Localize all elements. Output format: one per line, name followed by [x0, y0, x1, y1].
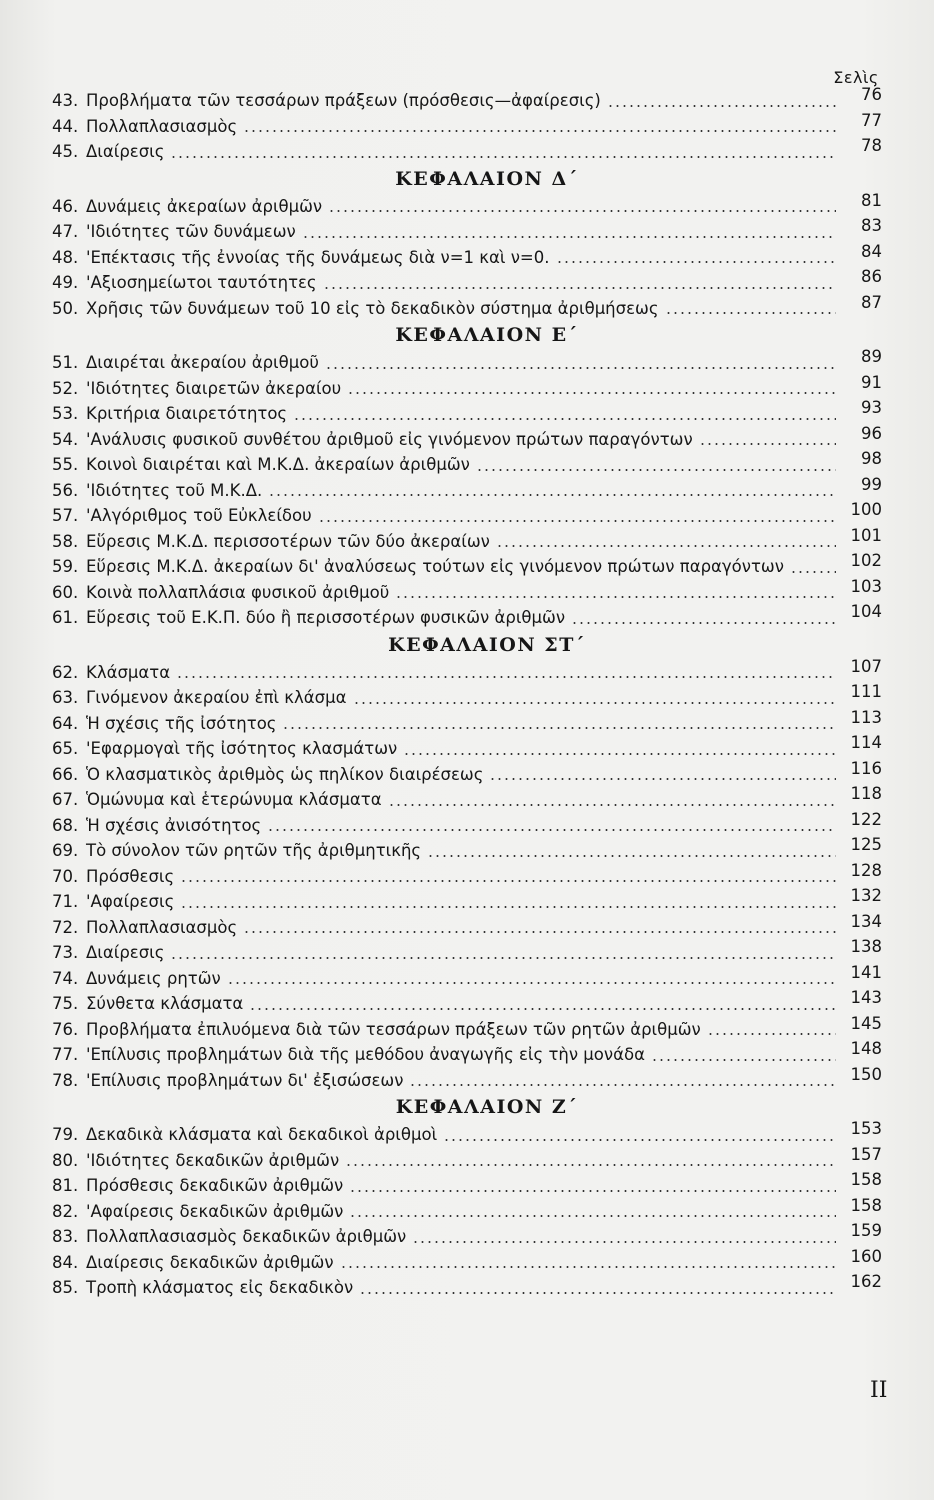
- entry-number: 67.: [52, 790, 79, 809]
- entry-page-number: 107: [850, 656, 882, 676]
- entry-number: 71.: [52, 892, 79, 911]
- chapter-heading: ΚΕΦΑΛΑΙΟΝ Ε΄: [395, 324, 579, 346]
- toc-entry: [52, 784, 882, 813]
- entry-title: 'Επίλυσις προβλημάτων διὰ τῆς μεθόδου ἀναγωγῆς εἰς τὴν μονάδα: [86, 1045, 645, 1064]
- entry-title: Ὁμώνυμα καὶ ἑτερώνυμα κλάσματα: [86, 790, 382, 809]
- dot-leader: [349, 1215, 836, 1217]
- entry-title: Εὕρεσις Μ.Κ.Δ. περισσοτέρων τῶν δύο ἀκεραίων: [86, 531, 490, 551]
- toc-entry: [52, 937, 882, 966]
- entry-page-number: 162: [850, 1272, 882, 1291]
- entry-number: 44.: [52, 116, 79, 136]
- toc-entry: [52, 474, 882, 504]
- entry-page-number: 158: [850, 1170, 882, 1189]
- entry-title: Δεκαδικὰ κλάσματα καὶ δεκαδικοὶ ἀριθμοὶ: [86, 1125, 438, 1144]
- entry-number: 76.: [52, 1019, 79, 1039]
- entry-number: 75.: [52, 994, 79, 1013]
- entry-number: 68.: [52, 815, 79, 835]
- entry-page-number: 86: [861, 267, 882, 286]
- toc-entry: [52, 1119, 882, 1148]
- entry-number: 70.: [52, 866, 79, 886]
- entry-number: 79.: [52, 1125, 79, 1144]
- entry-title: Πολλαπλασιασμὸς: [86, 116, 238, 136]
- entry-title: 'Εφαρμογαὶ τῆς ἰσότητος κλασμάτων: [86, 739, 398, 758]
- toc-entry: [52, 372, 882, 402]
- toc-entry: [52, 809, 882, 839]
- entry-page-number: 102: [850, 551, 882, 570]
- toc-entry: [52, 292, 882, 322]
- dot-leader: [328, 210, 836, 212]
- dot-leader: [707, 1033, 836, 1035]
- toc-entry: [52, 911, 882, 941]
- toc-entry: [52, 423, 882, 453]
- entry-number: 48.: [52, 247, 79, 267]
- entry-page-number: 132: [850, 886, 882, 905]
- toc-entry: [52, 733, 882, 762]
- dot-leader: [170, 156, 836, 158]
- entry-page-number: 77: [861, 110, 882, 130]
- entry-title: Κλάσματα: [86, 662, 171, 682]
- dot-leader: [388, 804, 836, 806]
- entry-page-number: 159: [850, 1221, 882, 1240]
- entry-page-number: 122: [850, 809, 882, 829]
- chapter-heading: ΚΕΦΑΛΑΙΟΝ Ζ΄: [395, 1096, 579, 1118]
- entry-number: 80.: [52, 1150, 79, 1170]
- dot-leader: [349, 1190, 836, 1192]
- entry-title: Τροπὴ κλάσματος εἰς δεκαδικὸν: [86, 1278, 354, 1297]
- dot-leader: [496, 545, 836, 547]
- entry-page-number: 101: [850, 525, 882, 545]
- entry-number: 73.: [52, 943, 79, 962]
- entry-page-number: 78: [861, 136, 882, 155]
- entry-title: 'Ιδιότητες διαιρετῶν ἀκεραίου: [86, 378, 342, 398]
- dot-leader: [293, 418, 836, 420]
- toc-entry: [52, 1144, 882, 1174]
- entry-number: 56.: [52, 480, 79, 500]
- toc-entry: [52, 190, 882, 220]
- entry-title: Ἡ σχέσις τῆς ἰσότητος: [86, 713, 277, 733]
- entry-page-number: 93: [861, 398, 882, 417]
- toc-entry: [52, 1170, 882, 1199]
- toc-entry: [52, 347, 882, 376]
- entry-number: 82.: [52, 1201, 79, 1221]
- entry-number: 51.: [52, 353, 79, 372]
- dot-leader: [443, 1139, 836, 1141]
- entry-number: 58.: [52, 531, 79, 551]
- toc-entry: [52, 656, 882, 686]
- entry-page-number: 89: [861, 347, 882, 366]
- entry-title: Εὕρεσις Μ.Κ.Δ. ἀκεραίων δι' ἀναλύσεως τούτων εἰς γινόμενον πρώτων παραγόντων: [86, 557, 784, 576]
- entry-title: Κριτήρια διαιρετότητος: [86, 404, 288, 423]
- dot-leader: [170, 957, 836, 959]
- entry-page-number: 104: [850, 602, 882, 621]
- dot-leader: [180, 880, 836, 882]
- entry-number: 43.: [52, 91, 79, 110]
- entry-number: 74.: [52, 968, 79, 988]
- entry-title: Σύνθετα κλάσματα: [86, 994, 244, 1013]
- dot-leader: [318, 520, 836, 522]
- entry-title: 'Αφαίρεσις δεκαδικῶν ἀριθμῶν: [86, 1201, 344, 1221]
- dot-leader: [790, 571, 836, 573]
- toc-entry: [52, 835, 882, 864]
- chapter-heading: ΚΕΦΑΛΑΙΟΝ ΣΤ΄: [388, 633, 586, 656]
- dot-leader: [403, 753, 836, 755]
- toc-entry: [52, 576, 882, 606]
- entry-page-number: 111: [850, 682, 882, 701]
- dot-leader: [249, 1008, 836, 1010]
- entry-page-number: 116: [850, 758, 882, 778]
- entry-title: Ὁ κλασματικὸς ἀριθμὸς ὡς πηλίκον διαιρέσεως: [86, 764, 484, 784]
- dot-leader: [302, 236, 836, 238]
- entry-number: 52.: [52, 378, 79, 398]
- entry-page-number: 138: [850, 937, 882, 956]
- entry-number: 62.: [52, 662, 79, 682]
- toc-entry: [52, 1039, 882, 1068]
- entry-title: Προβλήματα ἐπιλυόμενα διὰ τῶν τεσσάρων πράξεων τῶν ρητῶν ἀριθμῶν: [86, 1019, 701, 1039]
- toc-entry: [52, 1221, 882, 1250]
- entry-page-number: 81: [861, 190, 882, 210]
- toc-entry: [52, 551, 882, 580]
- entry-title: Δυνάμεις ρητῶν: [86, 968, 221, 988]
- entry-number: 49.: [52, 273, 79, 292]
- entry-title: Διαίρεσις δεκαδικῶν ἀριθμῶν: [86, 1252, 334, 1272]
- toc-entry: [52, 707, 882, 737]
- toc-entry: [52, 1064, 882, 1094]
- entry-title: Πρόσθεσις: [86, 866, 175, 886]
- dot-leader: [665, 312, 836, 314]
- dot-leader: [699, 443, 836, 445]
- entry-number: 53.: [52, 404, 79, 423]
- dot-leader: [359, 1292, 836, 1294]
- toc-entry: [52, 216, 882, 245]
- entry-title: Εὕρεσις τοῦ Ε.Κ.Π. δύο ἢ περισσοτέρων φυσικῶν ἀριθμῶν: [86, 608, 566, 627]
- entry-number: 65.: [52, 739, 79, 758]
- entry-number: 77.: [52, 1045, 79, 1064]
- dot-leader: [347, 392, 836, 394]
- entry-page-number: 153: [850, 1119, 882, 1138]
- dot-leader: [556, 261, 836, 263]
- entry-page-number: 141: [850, 962, 882, 982]
- toc-entry: [52, 110, 882, 140]
- entry-page-number: 83: [861, 216, 882, 235]
- entry-number: 64.: [52, 713, 79, 733]
- entry-title: Διαιρέται ἀκεραίου ἀριθμοῦ: [86, 353, 319, 372]
- entry-page-number: 160: [850, 1246, 882, 1266]
- entry-title: 'Αφαίρεσις: [86, 892, 175, 911]
- toc-entry: [52, 1246, 882, 1276]
- entry-page-number: 99: [861, 474, 882, 494]
- dot-leader: [651, 1059, 836, 1061]
- entry-title: Κοινὰ πολλαπλάσια φυσικοῦ ἀριθμοῦ: [86, 582, 390, 602]
- page-column-header: Σελὶς: [833, 68, 879, 87]
- entry-title: 'Ανάλυσις φυσικοῦ συνθέτου ἀριθμοῦ εἰς γινόμενον πρώτων παραγόντων: [86, 429, 693, 449]
- entry-page-number: 145: [850, 1013, 882, 1033]
- entry-page-number: 148: [850, 1039, 882, 1058]
- entry-number: 81.: [52, 1176, 79, 1195]
- entry-title: 'Επέκτασις τῆς ἐννοίας τῆς δυνάμεως διὰ ν=1 καὶ ν=0.: [86, 247, 550, 267]
- entry-number: 59.: [52, 557, 79, 576]
- entry-title: 'Ιδιότητες τοῦ Μ.Κ.Δ.: [86, 480, 263, 500]
- entry-page-number: 84: [861, 241, 882, 261]
- toc-entry: [52, 136, 882, 165]
- dot-leader: [323, 287, 836, 289]
- entry-page-number: 143: [850, 988, 882, 1007]
- toc-entry: [52, 758, 882, 788]
- entry-number: 61.: [52, 608, 79, 627]
- entry-title: 'Ιδιότητες δεκαδικῶν ἀριθμῶν: [86, 1150, 340, 1170]
- entry-page-number: 158: [850, 1195, 882, 1215]
- toc-entry: [52, 1272, 882, 1301]
- entry-title: 'Ιδιότητες τῶν δυνάμεων: [86, 222, 296, 241]
- entry-page-number: 87: [861, 292, 882, 312]
- dot-leader: [180, 906, 836, 908]
- entry-page-number: 125: [850, 835, 882, 854]
- entry-title: Τὸ σύνολον τῶν ρητῶν τῆς ἀριθμητικῆς: [86, 841, 422, 860]
- entry-number: 55.: [52, 455, 79, 474]
- dot-leader: [267, 829, 836, 831]
- entry-title: Γινόμενον ἀκεραίου ἐπὶ κλάσμα: [86, 688, 347, 707]
- entry-page-number: 91: [861, 372, 882, 392]
- dot-leader: [412, 1241, 836, 1243]
- entry-title: Διαίρεσις: [86, 142, 165, 161]
- toc-entry: [52, 267, 882, 296]
- dot-leader: [489, 778, 836, 780]
- entry-number: 85.: [52, 1278, 79, 1297]
- entry-title: Διαίρεσις: [86, 943, 165, 962]
- dot-leader: [340, 1266, 836, 1268]
- dot-leader: [282, 727, 836, 729]
- entry-page-number: 150: [850, 1064, 882, 1084]
- dot-leader: [176, 676, 836, 678]
- chapter-heading: ΚΕΦΑΛΑΙΟΝ Δ΄: [395, 167, 579, 190]
- entry-title: 'Αξιοσημείωτοι ταυτότητες: [86, 273, 317, 292]
- entry-number: 54.: [52, 429, 79, 449]
- table-of-contents: [0, 85, 934, 1301]
- page-marker: II: [870, 1378, 888, 1403]
- dot-leader: [243, 130, 836, 132]
- dot-leader: [395, 596, 836, 598]
- toc-entry: [52, 241, 882, 271]
- toc-entry: [52, 398, 882, 427]
- entry-title: 'Αλγόριθμος τοῦ Εὐκλείδου: [86, 506, 312, 525]
- entry-title: Ἡ σχέσις ἀνισότητος: [86, 815, 262, 835]
- dot-leader: [227, 982, 836, 984]
- entry-number: 63.: [52, 688, 79, 707]
- entry-page-number: 118: [850, 784, 882, 803]
- dot-leader: [268, 494, 836, 496]
- entry-number: 66.: [52, 764, 79, 784]
- toc-entry: [52, 602, 882, 631]
- entry-number: 57.: [52, 506, 79, 525]
- entry-page-number: 100: [850, 500, 882, 519]
- entry-page-number: 134: [850, 911, 882, 931]
- dot-leader: [325, 367, 836, 369]
- entry-page-number: 157: [850, 1144, 882, 1164]
- dot-leader: [476, 469, 836, 471]
- entry-number: 78.: [52, 1070, 79, 1090]
- toc-entry: [52, 449, 882, 478]
- toc-entry: [52, 962, 882, 992]
- toc-entry: [52, 1013, 882, 1043]
- entry-number: 47.: [52, 222, 79, 241]
- entry-number: 69.: [52, 841, 79, 860]
- dot-leader: [243, 931, 836, 933]
- dot-leader: [345, 1164, 836, 1166]
- dot-leader: [409, 1084, 836, 1086]
- entry-title: Πολλαπλασιασμὸς δεκαδικῶν ἀριθμῶν: [86, 1227, 407, 1246]
- entry-number: 45.: [52, 142, 79, 161]
- entry-title: Πολλαπλασιασμὸς: [86, 917, 238, 937]
- toc-entry: [52, 525, 882, 555]
- entry-page-number: 114: [850, 733, 882, 752]
- dot-leader: [607, 105, 836, 107]
- toc-entry: [52, 85, 882, 114]
- entry-title: Κοινοὶ διαιρέται καὶ Μ.Κ.Δ. ἀκεραίων ἀριθμῶν: [86, 455, 470, 474]
- entry-number: 50.: [52, 298, 79, 318]
- entry-page-number: 103: [850, 576, 882, 596]
- entry-title: Προβλήματα τῶν τεσσάρων πράξεων (πρόσθεσις—ἀφαίρεσις): [86, 91, 601, 110]
- entry-title: Δυνάμεις ἀκεραίων ἀριθμῶν: [86, 196, 323, 216]
- dot-leader: [571, 622, 836, 624]
- toc-entry: [52, 988, 882, 1017]
- entry-page-number: 128: [850, 860, 882, 880]
- entry-title: Χρῆσις τῶν δυνάμεων τοῦ 10 εἰς τὸ δεκαδικὸν σύστημα ἀριθμήσεως: [86, 298, 659, 318]
- entry-title: Πρόσθεσις δεκαδικῶν ἀριθμῶν: [86, 1176, 344, 1195]
- entry-number: 60.: [52, 582, 79, 602]
- toc-entry: [52, 500, 882, 529]
- entry-page-number: 113: [850, 707, 882, 727]
- entry-title: 'Επίλυσις προβλημάτων δι' ἐξισώσεων: [86, 1070, 404, 1090]
- entry-number: 72.: [52, 917, 79, 937]
- dot-leader: [353, 702, 836, 704]
- entry-page-number: 76: [861, 85, 882, 104]
- entry-page-number: 96: [861, 423, 882, 443]
- toc-entry: [52, 682, 882, 711]
- toc-entry: [52, 1195, 882, 1225]
- entry-number: 84.: [52, 1252, 79, 1272]
- entry-number: 83.: [52, 1227, 79, 1246]
- entry-number: 46.: [52, 196, 79, 216]
- toc-entry: [52, 886, 882, 915]
- entry-page-number: 98: [861, 449, 882, 468]
- dot-leader: [427, 855, 836, 857]
- toc-entry: [52, 860, 882, 890]
